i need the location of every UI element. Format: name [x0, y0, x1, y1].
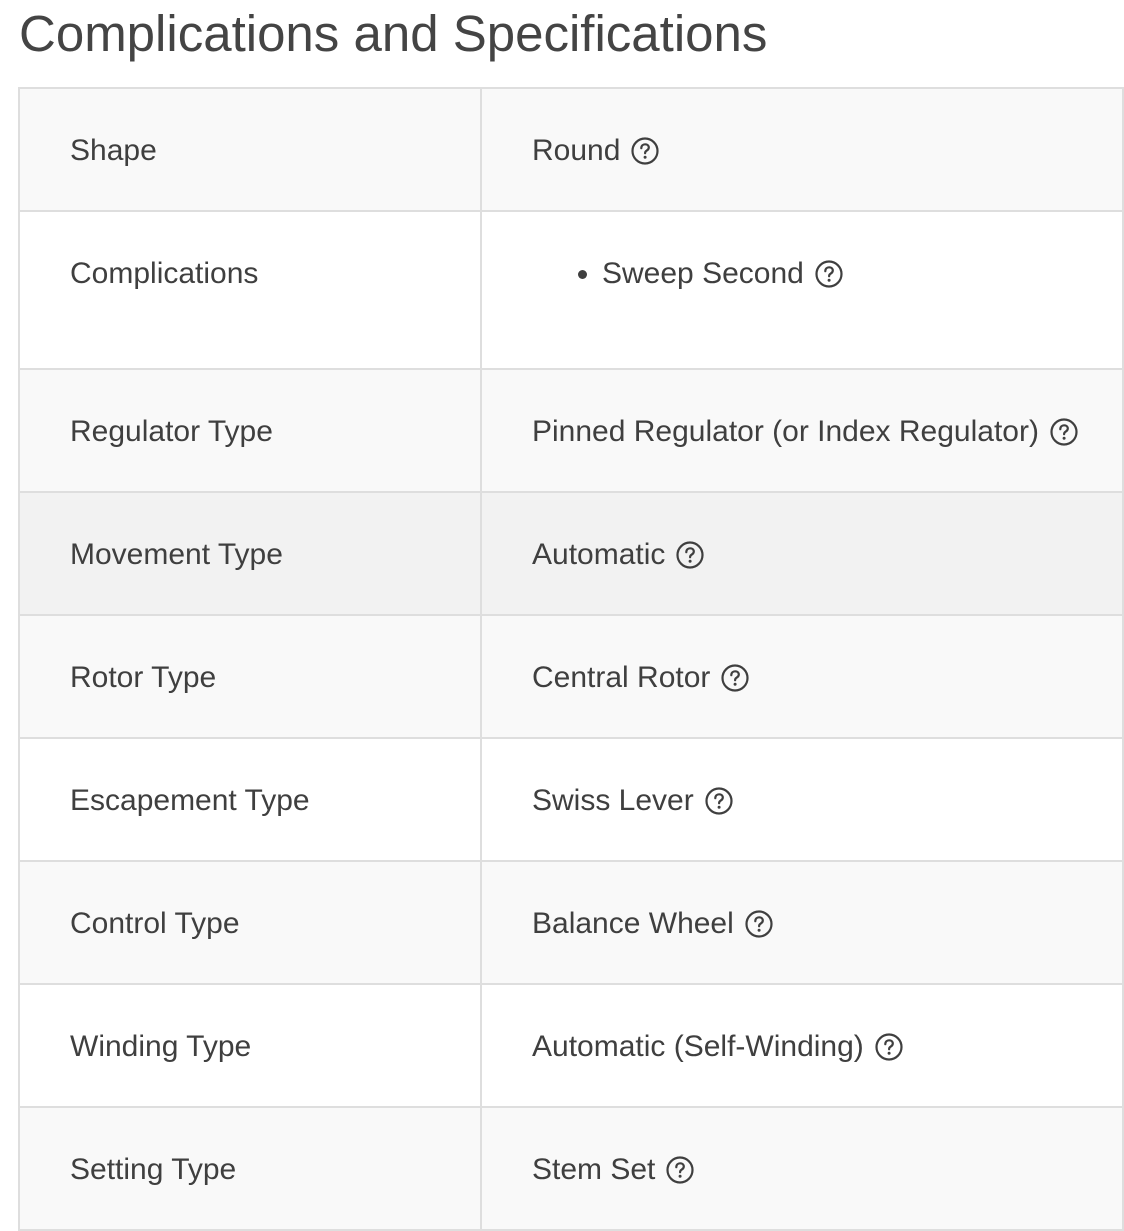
list-item [602, 256, 1122, 292]
spec-value-cell [481, 738, 1123, 861]
question-circle-icon[interactable] [630, 136, 660, 166]
question-circle-icon[interactable] [1049, 417, 1079, 447]
spec-row-regulator-type [19, 369, 1123, 492]
spec-label-cell [19, 211, 481, 369]
spec-value-cell [481, 1107, 1123, 1230]
spec-label: Rotor Type [70, 661, 217, 694]
spec-label-cell [19, 492, 481, 615]
spec-value-cell [481, 492, 1123, 615]
spec-value: Automatic [532, 538, 666, 571]
spec-label-cell [19, 738, 481, 861]
spec-value-cell [481, 861, 1123, 984]
spec-value: Balance Wheel [532, 907, 734, 940]
spec-label: Escapement Type [70, 784, 310, 817]
spec-row-complications [19, 211, 1123, 369]
spec-label-cell [19, 615, 481, 738]
spec-value-cell [481, 369, 1123, 492]
spec-label: Movement Type [70, 538, 283, 571]
question-circle-icon[interactable] [675, 540, 705, 570]
spec-value: Central Rotor [532, 661, 711, 694]
page-title: Complications and Specifications [19, 5, 768, 62]
spec-row-setting-type [19, 1107, 1123, 1230]
spec-label-cell [19, 369, 481, 492]
spec-value: • Sweep Second [602, 257, 804, 290]
question-circle-icon[interactable] [665, 1155, 695, 1185]
spec-label: Shape [70, 134, 157, 167]
spec-label-cell [19, 1107, 481, 1230]
spec-label: Complications [70, 257, 259, 290]
spec-row-shape [19, 88, 1123, 211]
spec-row-movement-type [19, 492, 1123, 615]
spec-row-winding-type [19, 984, 1123, 1107]
spec-label-cell [19, 88, 481, 211]
spec-label: Winding Type [70, 1030, 252, 1063]
spec-row-rotor-type [19, 615, 1123, 738]
spec-value: Automatic (Self-Winding) [532, 1030, 864, 1063]
question-circle-icon[interactable] [704, 786, 734, 816]
spec-row-control-type [19, 861, 1123, 984]
question-circle-icon[interactable] [814, 259, 844, 289]
spec-value: Pinned Regulator (or Index Regulator) [532, 415, 1039, 448]
spec-value-cell [481, 211, 1123, 369]
spec-value-cell [481, 88, 1123, 211]
spec-value: Stem Set [532, 1153, 656, 1186]
spec-label: Control Type [70, 907, 240, 940]
spec-row-escapement-type [19, 738, 1123, 861]
spec-value-cell [481, 615, 1123, 738]
spec-value-cell [481, 984, 1123, 1107]
question-circle-icon[interactable] [744, 909, 774, 939]
specifications-table [18, 87, 1124, 1231]
spec-value: Swiss Lever [532, 784, 694, 817]
spec-value: Round [532, 134, 621, 167]
spec-label-cell [19, 984, 481, 1107]
spec-label: Setting Type [70, 1153, 237, 1186]
complications-list [482, 212, 1122, 292]
spec-label-cell [19, 861, 481, 984]
spec-label: Regulator Type [70, 415, 273, 448]
question-circle-icon[interactable] [720, 663, 750, 693]
question-circle-icon[interactable] [874, 1032, 904, 1062]
